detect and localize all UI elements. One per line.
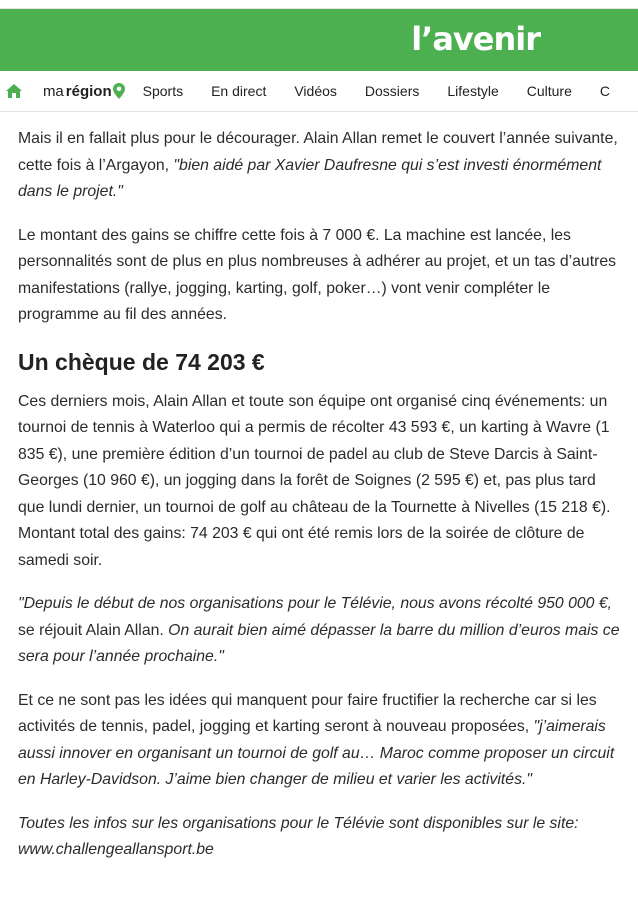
nav-item-lifestyle[interactable]: Lifestyle: [447, 83, 499, 99]
article-paragraph: Le montant des gains se chiffre cette fois à 7 000 €. La machine est lancée, les personnalités sont de plus en plus nombreuses à adhérer au projet, et un tas d’autres manifestations (rallye, jogging, karting, golf, poker…) vont venir compléter le programme au fil des années.: [18, 226, 617, 323]
paragraph-text: Mais il en fallait plus pour le décourager. Alain Allan remet le couvert l’année suivante, cette fois à l’Argayon,: [18, 130, 618, 174]
article-paragraph: [18, 591, 620, 671]
quote-text: "j’aimerais aussi innover en organisant un tournoi de golf au… Maroc comme proposer un circuit en Harley-Davidson. J’aime bien changer de milieu et varier les activités.": [18, 718, 615, 788]
nav-item-truncated[interactable]: C: [599, 83, 610, 99]
nav-item-videos[interactable]: Vidéos: [294, 83, 337, 99]
nav-item-culture[interactable]: Culture: [526, 83, 572, 99]
nav-item-en-direct[interactable]: En direct: [211, 83, 267, 99]
article-paragraph: Ces derniers mois, Alain Allan et toute son équipe ont organisé cinq événements: un tournoi de tennis à Waterloo qui a permis de récolter 43 593 €, un karting à Wavre (1 835 €), une première édition d’un tournoi de padel au club de Steve Darcis à Saint-Georges (10 960 €), un jogging dans la forêt de Soignes (2 595 €) et, pas plus tard que lundi dernier, un tournoi de golf au château de la Tournette à Nivelles (15 218 €). Montant total des gains: 74 203 € qui ont été remis lors de la soirée de clôture de samedi soir.: [18, 392, 611, 569]
quote-text: On aurait bien aimé dépasser la barre du million d’euros mais ce sera pour l’année prochaine.": [18, 621, 620, 665]
site-header: [0, 9, 638, 71]
region-label: région: [65, 82, 112, 100]
paragraph-text: se réjouit Alain Allan.: [18, 621, 169, 639]
region-prefix: ma: [42, 82, 64, 100]
article-paragraph: [18, 126, 620, 206]
paragraph-text: Et ce ne sont pas les idées qui manquent pour faire fructifier la recherche car si les activités de tennis, padel, jogging et karting seront à nouveau proposées,: [18, 691, 597, 735]
article-paragraph: [18, 811, 620, 864]
quote-text: "bien aidé par Xavier Daufresne qui s’est investi énormément dans le projet.": [18, 156, 602, 200]
nav-item-sports[interactable]: Sports: [142, 83, 184, 99]
home-icon[interactable]: [0, 83, 29, 99]
article-paragraph: [18, 688, 620, 794]
section-heading: Un chèque de 74 203 €: [18, 348, 265, 375]
info-text: Toutes les infos sur les organisations pour le Télévie sont disponibles sur le site: www.challengeallansport.be: [18, 814, 579, 858]
quote-text: "Depuis le début de nos organisations pour le Télévie, nous avons récolté 950 000 €,: [18, 595, 612, 612]
location-pin-icon: [113, 83, 125, 99]
nav-item-dossiers[interactable]: Dossiers: [364, 83, 420, 99]
nav-item-ma-region[interactable]: [43, 83, 125, 100]
article-body: [0, 126, 638, 864]
site-logo[interactable]: l’avenir: [411, 20, 540, 58]
main-nav: [0, 71, 638, 112]
top-strip: [0, 0, 638, 9]
